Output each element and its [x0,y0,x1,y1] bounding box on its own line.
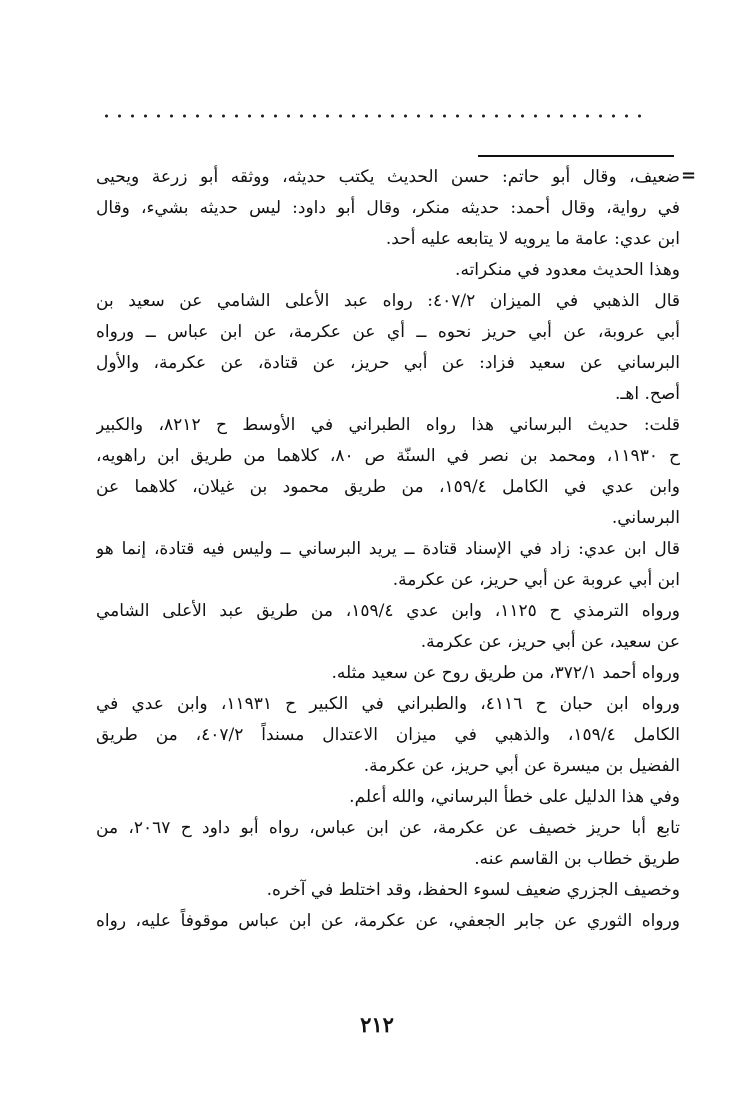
text-line: ورواه الترمذي ح ١١٢٥، وابن عدي ١٥٩/٤، من طريق عبد الأعلى الشامي [96,601,680,621]
footnote-rule [478,155,674,157]
text-line: أصح. اهـ. [614,384,680,404]
text-line: الكامل ١٥٩/٤، والذهبي في ميزان الاعتدال مسنداً ٤٠٧/٢، من طريق [96,725,680,745]
text-line: وابن عدي في الكامل ١٥٩/٤، من طريق محمود بن غيلان، كلاهما عن [96,477,680,497]
text-line: طريق خطاب بن القاسم عنه. [474,849,680,869]
text-line: ورواه ابن حبان ح ٤١١٦، والطبراني في الكبير ح ١١٩٣١، وابن عدي في [96,694,680,714]
text-line: البرساني عن سعيد فزاد: عن أبي حريز، عن قتادة، عن عكرمة، والأول [96,353,680,373]
text-line: ابن أبي عروبة عن أبي حريز، عن عكرمة. [392,570,680,590]
text-line: وهذا الحديث معدود في منكراته. [455,260,680,280]
text-line: ورواه أحمد ٣٧٢/١، من طريق روح عن سعيد مثله. [331,663,680,683]
text-line: ضعيف، وقال أبو حاتم: حسن الحديث يكتب حديثه، ووثقه أبو زرعة ويحيى [96,167,680,187]
text-line: الفضيل بن ميسرة عن أبي حريز، عن عكرمة. [363,756,680,776]
text-line: وخصيف الجزري ضعيف لسوء الحفظ، وقد اختلط في آخره. [266,880,680,900]
text-line: ورواه الثوري عن جابر الجعفي، عن عكرمة، عن ابن عباس موقوفاً عليه، رواه [96,911,680,931]
dotted-separator [100,112,645,120]
text-line: وفي هذا الدليل على خطأ البرساني، والله أعلم. [349,787,680,807]
text-line: قال الذهبي في الميزان ٤٠٧/٢: رواه عبد الأعلى الشامي عن سعيد بن [96,291,680,311]
text-line: البرساني. [611,508,680,528]
text-line: أبي عروبة، عن أبي حريز نحوه ــ أي عن عكرمة، عن ابن عباس ــ ورواه [96,322,680,342]
text-line: ح ١١٩٣٠، ومحمد بن نصر في السنّة ص ٨٠، كلاهما من طريق ابن راهويه، [96,446,680,466]
text-line: عن سعيد، عن أبي حريز، عن عكرمة. [420,632,680,652]
text-line: تابع أبا حريز خصيف عن عكرمة، عن ابن عباس، رواه أبو داود ح ٢٠٦٧، من [96,818,680,838]
page-number: ٢١٢ [360,1012,394,1037]
footnote-text [96,162,680,937]
text-line: قال ابن عدي: زاد في الإسناد قتادة ــ يريد البرساني ــ وليس فيه قتادة، إنما هو [96,539,680,559]
text-line: في رواية، وقال أحمد: حديثه منكر، وقال أبو داود: ليس حديثه بشيء، وقال [96,198,680,218]
text-line: ابن عدي: عامة ما يرويه لا يتابعه عليه أحد. [385,229,680,249]
continuation-mark: = [681,165,697,186]
text-line: قلت: حديث البرساني هذا رواه الطبراني في الأوسط ح ٨٢١٢، والكبير [96,415,680,435]
